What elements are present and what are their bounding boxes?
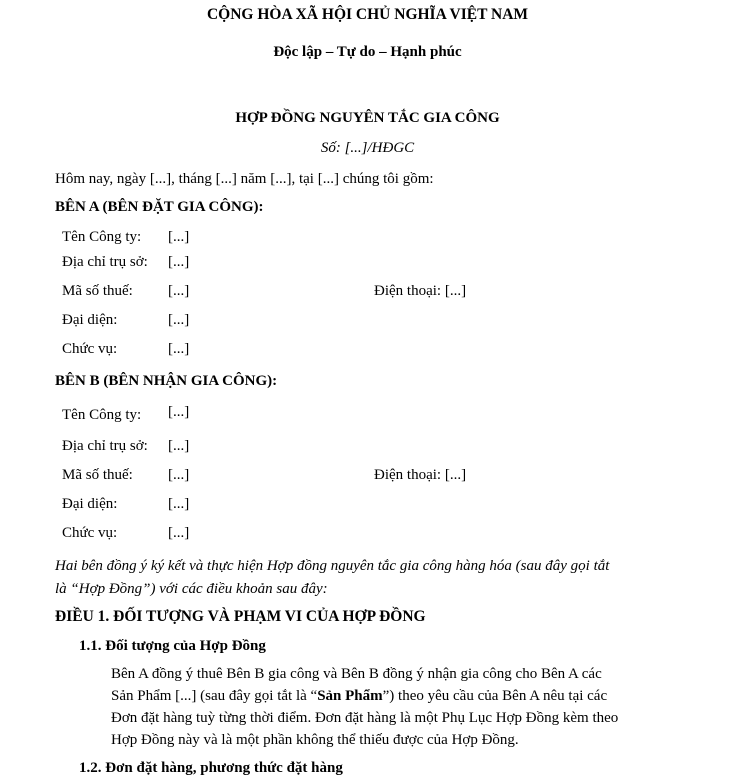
section-1-1-line-1: Bên A đồng ý thuê Bên B gia công và Bên B đồng ý nhận gia công cho Bên A các	[111, 666, 602, 682]
intro-text: Hôm nay, ngày [...], tháng [...] năm [...], tại [...] chúng tôi gồm:	[55, 171, 434, 187]
party-a-phone: Điện thoại: [...]	[374, 283, 467, 299]
party-b-heading: BÊN B (BÊN NHẬN GIA CÔNG):	[55, 373, 278, 389]
line-2-pre: Sản Phẩm [...] (sau đây gọi tắt là “	[111, 688, 318, 704]
party-b-address-label: Địa chỉ trụ sở:	[62, 438, 148, 454]
party-b-position-value: [...]	[168, 525, 190, 541]
line-2-post: ”) theo yêu cầu của Bên A nêu tại các	[382, 688, 608, 704]
agreement-line-1: Hai bên đồng ý ký kết và thực hiện Hợp đồng nguyên tắc gia công hàng hóa (sau đây gọi tắt	[55, 558, 610, 574]
section-1-1-line-2	[111, 688, 607, 705]
party-a-company-label: Tên Công ty:	[62, 229, 142, 245]
contract-title: HỢP ĐỒNG NGUYÊN TẮC GIA CÔNG	[235, 110, 500, 126]
party-a-address-label: Địa chỉ trụ sở:	[62, 254, 148, 270]
party-a-position-label: Chức vụ:	[62, 341, 118, 357]
party-b-position-label: Chức vụ:	[62, 525, 118, 541]
party-b-tax-value: [...]	[168, 467, 190, 483]
party-a-address-value: [...]	[168, 254, 190, 270]
party-b-rep-label: Đại diện:	[62, 496, 118, 512]
nation-title: CỘNG HÒA XÃ HỘI CHỦ NGHĨA VIỆT NAM	[206, 6, 529, 23]
party-a-tax-label: Mã số thuế:	[62, 283, 133, 299]
article-1-heading: ĐIỀU 1. ĐỐI TƯỢNG VÀ PHẠM VI CỦA HỢP ĐỒNG	[55, 608, 426, 625]
defined-term-san-pham: Sản Phẩm	[317, 688, 383, 704]
party-a-heading: BÊN A (BÊN ĐẶT GIA CÔNG):	[55, 199, 264, 215]
section-1-2-heading: 1.2. Đơn đặt hàng, phương thức đặt hàng	[79, 760, 343, 776]
party-a-rep-label: Đại diện:	[62, 312, 118, 328]
party-b-phone: Điện thoại: [...]	[374, 467, 467, 483]
party-b-address-value: [...]	[168, 438, 190, 454]
agreement-line-2: là “Hợp Đồng”) với các điều khoản sau đây:	[55, 581, 328, 597]
party-b-company-value: [...]	[168, 404, 190, 420]
section-1-1-line-3: Đơn đặt hàng tuỳ từng thời điểm. Đơn đặt hàng là một Phụ Lục Hợp Đồng kèm theo	[111, 710, 619, 726]
party-a-rep-value: [...]	[168, 312, 190, 328]
party-a-position-value: [...]	[168, 341, 190, 357]
contract-number: Số: [...]/HĐGC	[320, 140, 415, 156]
party-a-company-value: [...]	[168, 229, 190, 245]
motto: Độc lập – Tự do – Hạnh phúc	[273, 44, 462, 60]
party-b-tax-label: Mã số thuế:	[62, 467, 133, 483]
party-b-rep-value: [...]	[168, 496, 190, 512]
party-b-company-label: Tên Công ty:	[62, 407, 142, 423]
section-1-1-line-4: Hợp Đồng này và là một phần không thể thiếu được của Hợp Đồng.	[111, 732, 519, 748]
section-1-1-heading: 1.1. Đối tượng của Hợp Đồng	[79, 638, 266, 654]
party-a-tax-value: [...]	[168, 283, 190, 299]
